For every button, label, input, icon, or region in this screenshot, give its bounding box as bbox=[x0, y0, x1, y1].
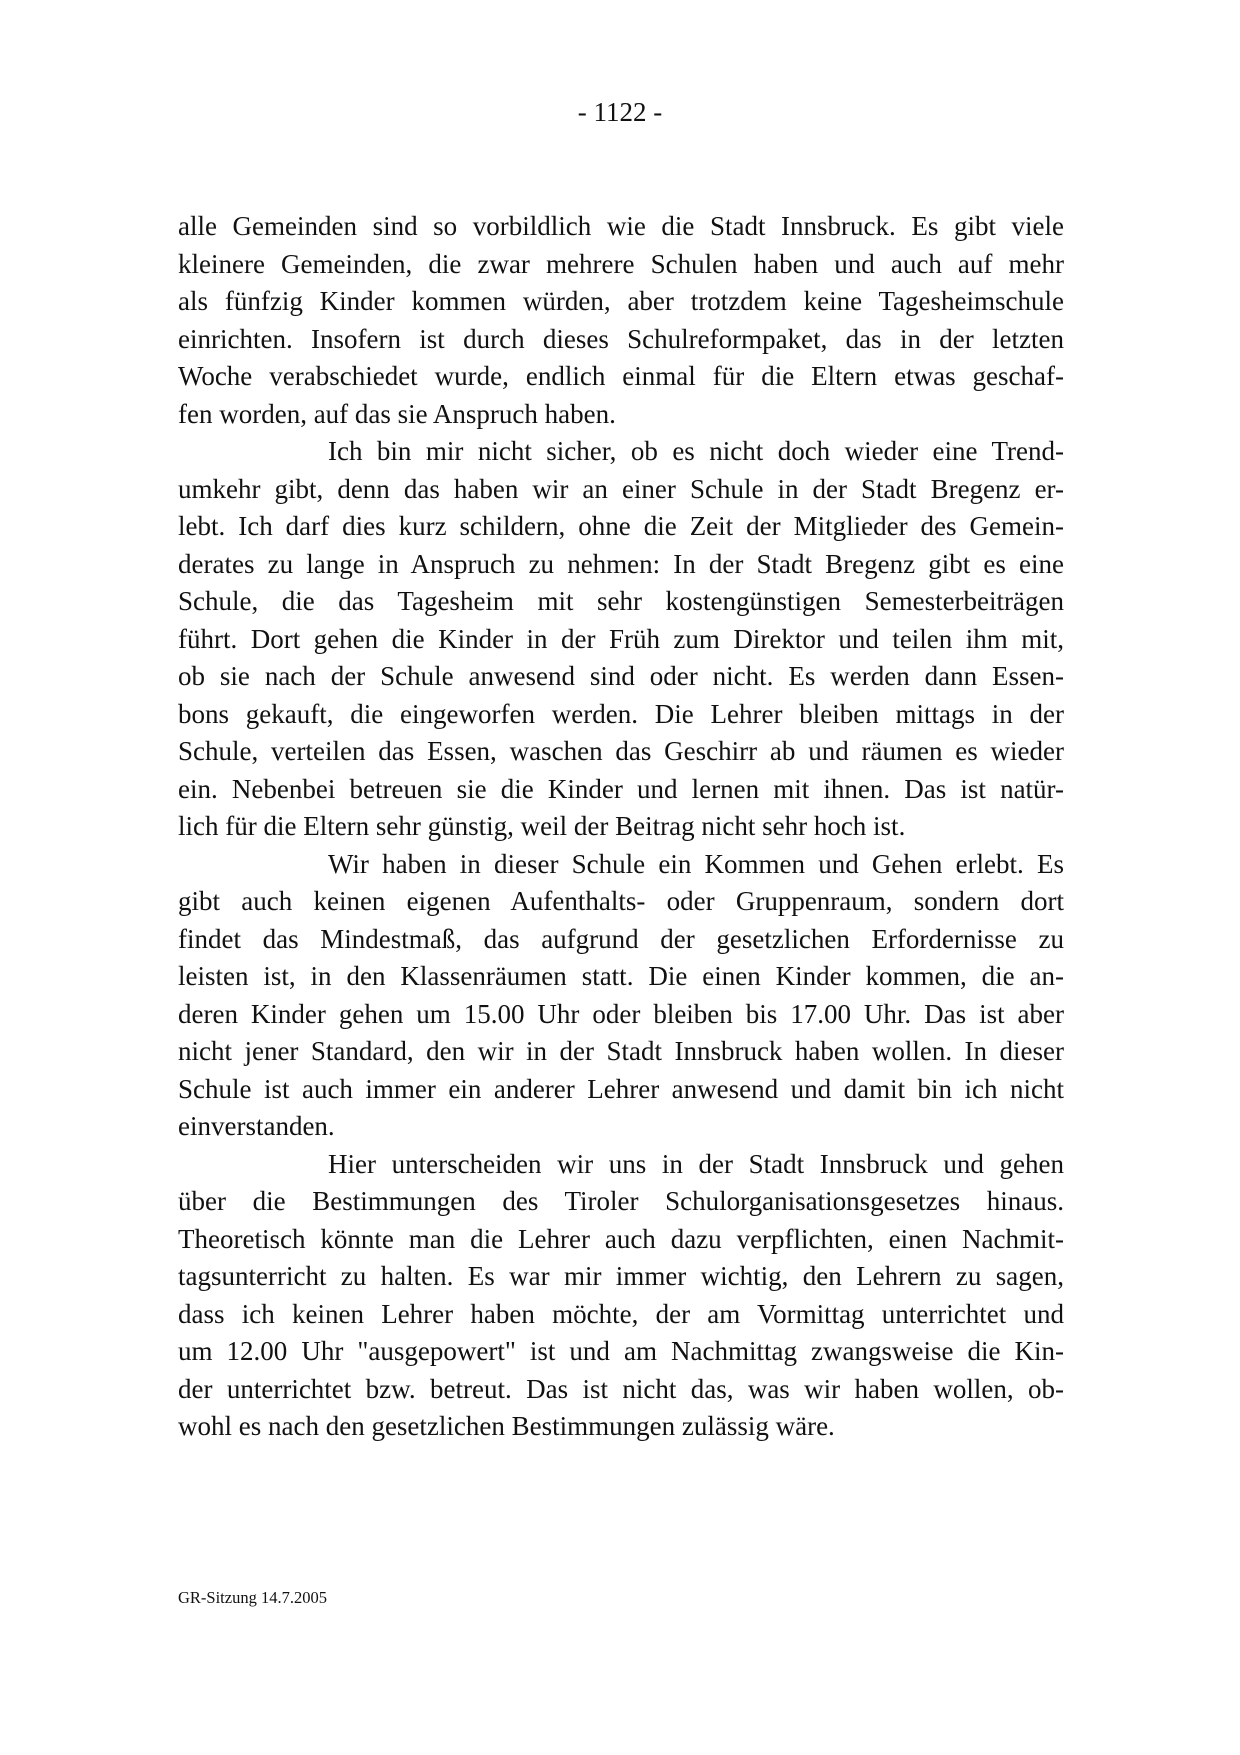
text-line: Woche verabschiedet wurde, endlich einmal für die Eltern etwas geschaf- bbox=[178, 361, 1064, 391]
text-line: Ich bin mir nicht sicher, ob es nicht doch wieder eine Trend- bbox=[328, 436, 1064, 466]
text-line: bons gekauft, die eingeworfen werden. Die Lehrer bleiben mittags in der bbox=[178, 698, 1064, 729]
text-line: wohl es nach den gesetzlichen Bestimmungen zulässig wäre. bbox=[178, 1411, 835, 1441]
document-body bbox=[178, 208, 1064, 1446]
text-line: dass ich keinen Lehrer haben möchte, der am Vormittag unterrichtet und bbox=[178, 1298, 1064, 1329]
text-line: deren Kinder gehen um 15.00 Uhr oder bleiben bis 17.00 Uhr. Das ist aber bbox=[178, 998, 1064, 1029]
text-line: nicht jener Standard, den wir in der Stadt Innsbruck haben wollen. In dieser bbox=[178, 1036, 1064, 1066]
text-line: einverstanden. bbox=[178, 1111, 335, 1141]
paragraph bbox=[178, 846, 1064, 1146]
text-line: Schule, verteilen das Essen, waschen das Geschirr ab und räumen es wieder bbox=[178, 736, 1064, 766]
paragraph bbox=[178, 433, 1064, 846]
text-line: ein. Nebenbei betreuen sie die Kinder und lernen mit ihnen. Das ist natür- bbox=[178, 773, 1064, 804]
text-line: der unterrichtet bzw. betreut. Das ist nicht das, was wir haben wollen, ob- bbox=[178, 1373, 1064, 1404]
text-line: umkehr gibt, denn das haben wir an einer Schule in der Stadt Bregenz er- bbox=[178, 473, 1064, 504]
text-line: Hier unterscheiden wir uns in der Stadt Innsbruck und gehen bbox=[328, 1148, 1064, 1179]
text-line: Wir haben in dieser Schule ein Kommen und Gehen erlebt. Es bbox=[328, 848, 1064, 879]
text-line: lich für die Eltern sehr günstig, weil der Beitrag nicht sehr hoch ist. bbox=[178, 811, 906, 841]
text-line: einrichten. Insofern ist durch dieses Schulreformpaket, das in der letzten bbox=[178, 323, 1064, 354]
paragraph bbox=[178, 1146, 1064, 1446]
text-line: um 12.00 Uhr "ausgepowert" ist und am Nachmittag zwangsweise die Kin- bbox=[178, 1336, 1064, 1366]
text-line: alle Gemeinden sind so vorbildlich wie die Stadt Innsbruck. Es gibt viele bbox=[178, 211, 1064, 241]
paragraph bbox=[178, 208, 1064, 433]
footer-session-label: GR-Sitzung 14.7.2005 bbox=[178, 1588, 327, 1607]
text-line: führt. Dort gehen die Kinder in der Früh zum Direktor und teilen ihm mit, bbox=[178, 623, 1064, 654]
text-line: derates zu lange in Anspruch zu nehmen: In der Stadt Bregenz gibt es eine bbox=[178, 548, 1064, 579]
text-line: gibt auch keinen eigenen Aufenthalts- oder Gruppenraum, sondern dort bbox=[178, 886, 1064, 916]
text-line: Schule, die das Tagesheim mit sehr kostengünstigen Semesterbeiträgen bbox=[178, 586, 1064, 616]
page-number: - 1122 - bbox=[577, 97, 663, 127]
text-line: kleinere Gemeinden, die zwar mehrere Schulen haben und auch auf mehr bbox=[178, 248, 1064, 279]
text-line: ob sie nach der Schule anwesend sind oder nicht. Es werden dann Essen- bbox=[178, 661, 1064, 691]
text-line: findet das Mindestmaß, das aufgrund der gesetzlichen Erfordernisse zu bbox=[178, 923, 1064, 954]
text-line: fen worden, auf das sie Anspruch haben. bbox=[178, 398, 616, 429]
text-line: über die Bestimmungen des Tiroler Schulorganisationsgesetzes hinaus. bbox=[178, 1186, 1064, 1216]
text-line: leisten ist, in den Klassenräumen statt. Die einen Kinder kommen, die an- bbox=[178, 961, 1064, 991]
text-line: lebt. Ich darf dies kurz schildern, ohne die Zeit der Mitglieder des Gemein- bbox=[178, 511, 1064, 541]
text-line: tagsunterricht zu halten. Es war mir immer wichtig, den Lehrern zu sagen, bbox=[178, 1261, 1064, 1291]
text-line: als fünfzig Kinder kommen würden, aber trotzdem keine Tagesheimschule bbox=[178, 286, 1064, 316]
text-line: Schule ist auch immer ein anderer Lehrer anwesend und damit bin ich nicht bbox=[178, 1073, 1064, 1104]
text-line: Theoretisch könnte man die Lehrer auch dazu verpflichten, einen Nachmit- bbox=[178, 1223, 1064, 1254]
